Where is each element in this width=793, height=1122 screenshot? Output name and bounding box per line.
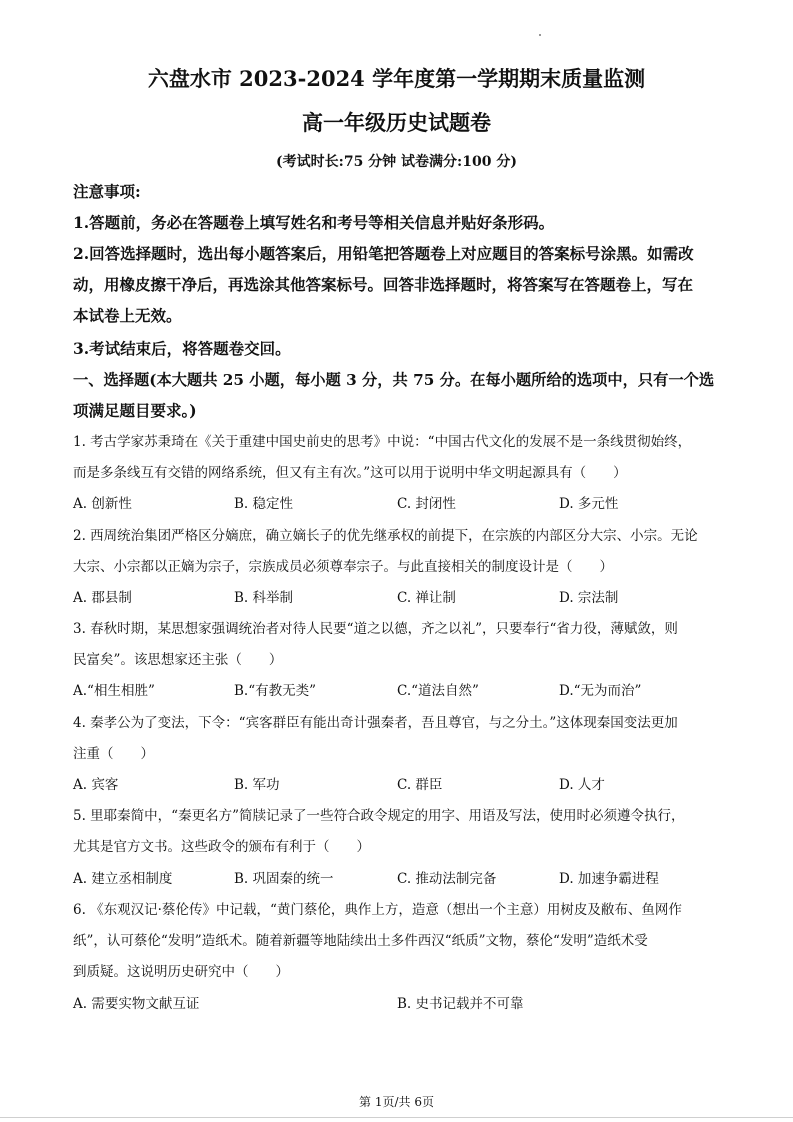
question-6-line-2: 纸”，认可蔡伦“发明”造纸术。随着新疆等地陆续出土多件西汉“纸质”文物，蔡伦“发明”造纸术受 bbox=[73, 933, 648, 949]
question-4-line-1: 4. 秦孝公为了变法，下令：“宾客群臣有能出奇计强秦者，吾且尊官，与之分土。”这体现秦国变法更加 bbox=[73, 715, 678, 731]
section-heading-line-1: 一、选择题(本大题共 25 小题，每小题 3 分，共 75 分。在每小题所给的选项中，只有一个选 bbox=[73, 371, 715, 389]
question-1-option-a: A. 创新性 bbox=[73, 496, 132, 512]
question-5-line-1: 5. 里耶秦简中，“秦更名方”简牍记录了一些符合政令规定的用字、用语及写法，使用时必须遵令执行， bbox=[73, 808, 685, 824]
question-6-option-b: B. 史书记载并不可靠 bbox=[397, 996, 524, 1012]
question-4-option-b: B. 军功 bbox=[234, 777, 280, 793]
question-2-line-1: 2. 西周统治集团严格区分嫡庶，确立嫡长子的优先继承权的前提下，在宗族的内部区分大宗、小宗。无论 bbox=[73, 528, 698, 544]
question-2-option-d: D. 宗法制 bbox=[559, 590, 619, 606]
exam-subtitle: 高一年级历史试题卷 bbox=[302, 110, 491, 135]
notice-item-2-line-3: 本试卷上无效。 bbox=[73, 306, 182, 325]
question-5-option-a: A. 建立丞相制度 bbox=[73, 871, 173, 887]
question-5-line-2: 尤其是官方文书。这些政令的颁布有利于（ ） bbox=[73, 839, 370, 855]
page-bottom-rule bbox=[0, 1117, 793, 1118]
question-2-line-2: 大宗、小宗都以正嫡为宗子，宗族成员必须尊奉宗子。与此直接相关的制度设计是（ ） bbox=[73, 559, 613, 575]
question-6-line-3: 到质疑。这说明历史研究中（ ） bbox=[73, 964, 289, 980]
question-4-option-d: D. 人才 bbox=[559, 777, 605, 793]
question-1-line-2: 而是多条线互有交错的网络系统，但又有主有次。”这可以用于说明中华文明起源具有（ ） bbox=[73, 465, 627, 481]
question-4-line-2: 注重（ ） bbox=[73, 746, 154, 762]
question-3-option-c: C.“道法自然” bbox=[397, 683, 479, 699]
notice-item-2-line-1: 2.回答选择题时，选出每小题答案后，用铅笔把答题卷上对应题目的答案标号涂黑。如需改 bbox=[73, 244, 694, 263]
question-1-option-c: C. 封闭性 bbox=[397, 496, 456, 512]
page-number: 第 1页/共 6页 bbox=[359, 1095, 434, 1109]
notice-item-3: 3.考试结束后，将答题卷交回。 bbox=[73, 339, 291, 358]
question-3-option-a: A.“相生相胜” bbox=[73, 683, 155, 699]
question-3-option-b: B.“有教无类” bbox=[234, 683, 317, 699]
notice-heading: 注意事项: bbox=[73, 182, 141, 201]
question-6-option-a: A. 需要实物文献互证 bbox=[73, 996, 200, 1012]
question-4-option-a: A. 宾客 bbox=[73, 777, 119, 793]
question-3-line-2: 民富矣”。该思想家还主张（ ） bbox=[73, 652, 283, 668]
question-3-line-1: 3. 春秋时期，某思想家强调统治者对待人民要“道之以德，齐之以礼”，只要奉行“省力役，薄赋敛，则 bbox=[73, 621, 678, 637]
question-4-option-c: C. 群臣 bbox=[397, 777, 443, 793]
question-3-option-d: D.“无为而治” bbox=[559, 683, 642, 699]
notice-item-1: 1.答题前，务必在答题卷上填写姓名和考号等相关信息并贴好条形码。 bbox=[73, 213, 555, 232]
section-heading-line-2: 项满足题目要求。) bbox=[73, 401, 197, 420]
question-1-line-1: 1. 考古学家苏秉琦在《关于重建中国史前史的思考》中说：“中国古代文化的发展不是一条线贯彻始终， bbox=[73, 434, 692, 450]
question-5-option-c: C. 推动法制完备 bbox=[397, 871, 497, 887]
scan-dot bbox=[539, 34, 541, 36]
question-2-option-a: A. 郡县制 bbox=[73, 590, 132, 606]
question-5-option-b: B. 巩固秦的统一 bbox=[234, 871, 334, 887]
question-2-option-c: C. 禅让制 bbox=[397, 590, 456, 606]
question-1-option-b: B. 稳定性 bbox=[234, 496, 294, 512]
exam-info: (考试时长:75 分钟 试卷满分:100 分) bbox=[276, 154, 517, 170]
exam-title: 六盘水市 2023-2024 学年度第一学期期末质量监测 bbox=[147, 66, 646, 91]
question-6-line-1: 6. 《东观汉记·蔡伦传》中记载，“黄门蔡伦，典作上方，造意（想出一个主意）用树皮及敝布、鱼网作 bbox=[73, 902, 682, 918]
question-5-option-d: D. 加速争霸进程 bbox=[559, 871, 659, 887]
question-2-option-b: B. 科举制 bbox=[234, 590, 294, 606]
question-1-option-d: D. 多元性 bbox=[559, 496, 619, 512]
notice-item-2-line-2: 动，用橡皮擦干净后，再选涂其他答案标号。回答非选择题时，将答案写在答题卷上，写在 bbox=[73, 275, 694, 294]
